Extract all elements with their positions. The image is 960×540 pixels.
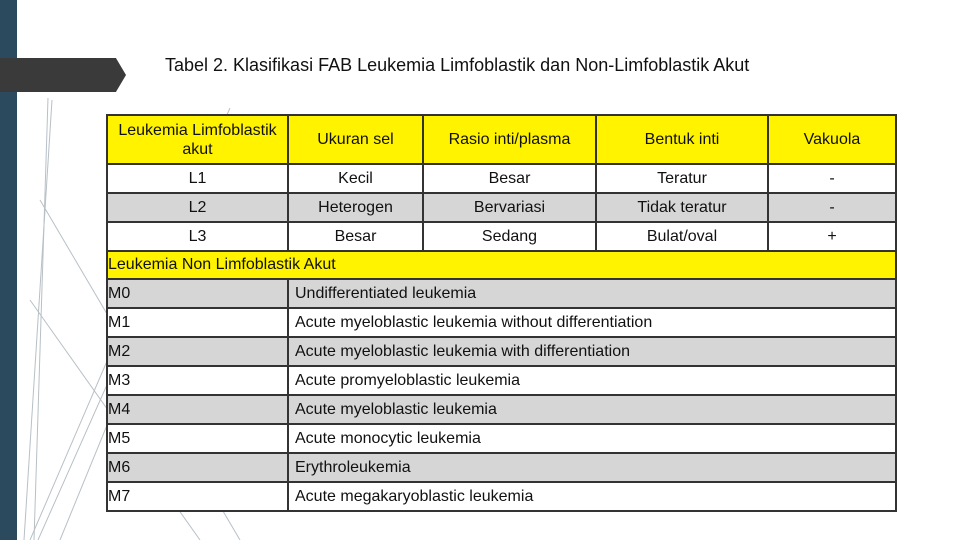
table-cell: L2: [107, 193, 288, 222]
header-cell: Ukuran sel: [288, 115, 423, 164]
table-row: [107, 222, 896, 251]
subtype-description: Acute myeloblastic leukemia without differentiation: [288, 308, 896, 337]
subtype-code: M4: [107, 395, 288, 424]
fab-classification-table: [106, 114, 897, 512]
subtype-code: M7: [107, 482, 288, 511]
subtype-description: Acute monocytic leukemia: [288, 424, 896, 453]
header-cell: Bentuk inti: [596, 115, 768, 164]
table-row: [107, 424, 896, 453]
table-cell: +: [768, 222, 896, 251]
header-cell: Vakuola: [768, 115, 896, 164]
header-cell: Leukemia Limfoblastik akut: [107, 115, 288, 164]
table-cell: -: [768, 164, 896, 193]
table-row: [107, 279, 896, 308]
subtype-code: M6: [107, 453, 288, 482]
section-header-row: [107, 251, 896, 279]
table-header-row: [107, 115, 896, 164]
table-row: [107, 482, 896, 511]
table-row: [107, 366, 896, 395]
table-cell: Bervariasi: [423, 193, 596, 222]
table-cell: Bulat/oval: [596, 222, 768, 251]
subtype-code: M0: [107, 279, 288, 308]
section-title: Leukemia Non Limfoblastik Akut: [107, 251, 896, 279]
subtype-description: Undifferentiated leukemia: [288, 279, 896, 308]
table-cell: Tidak teratur: [596, 193, 768, 222]
table-cell: L3: [107, 222, 288, 251]
subtype-description: Erythroleukemia: [288, 453, 896, 482]
page-title: Tabel 2. Klasifikasi FAB Leukemia Limfoblastik dan Non-Limfoblastik Akut: [165, 55, 750, 75]
table-cell: L1: [107, 164, 288, 193]
subtype-code: M2: [107, 337, 288, 366]
subtype-code: M5: [107, 424, 288, 453]
table-row: [107, 453, 896, 482]
title-arrow-tab: [0, 58, 126, 92]
table-row: [107, 193, 896, 222]
table-row: [107, 164, 896, 193]
subtype-description: Acute myeloblastic leukemia: [288, 395, 896, 424]
subtype-code: M1: [107, 308, 288, 337]
table-row: [107, 337, 896, 366]
table-cell: -: [768, 193, 896, 222]
subtype-description: Acute promyeloblastic leukemia: [288, 366, 896, 395]
table-row: [107, 395, 896, 424]
subtype-description: Acute megakaryoblastic leukemia: [288, 482, 896, 511]
table-cell: Besar: [288, 222, 423, 251]
table-cell: Sedang: [423, 222, 596, 251]
table-cell: Kecil: [288, 164, 423, 193]
subtype-description: Acute myeloblastic leukemia with differentiation: [288, 337, 896, 366]
header-cell: Rasio inti/plasma: [423, 115, 596, 164]
table-cell: Teratur: [596, 164, 768, 193]
subtype-code: M3: [107, 366, 288, 395]
table-cell: Besar: [423, 164, 596, 193]
table-row: [107, 308, 896, 337]
table-cell: Heterogen: [288, 193, 423, 222]
